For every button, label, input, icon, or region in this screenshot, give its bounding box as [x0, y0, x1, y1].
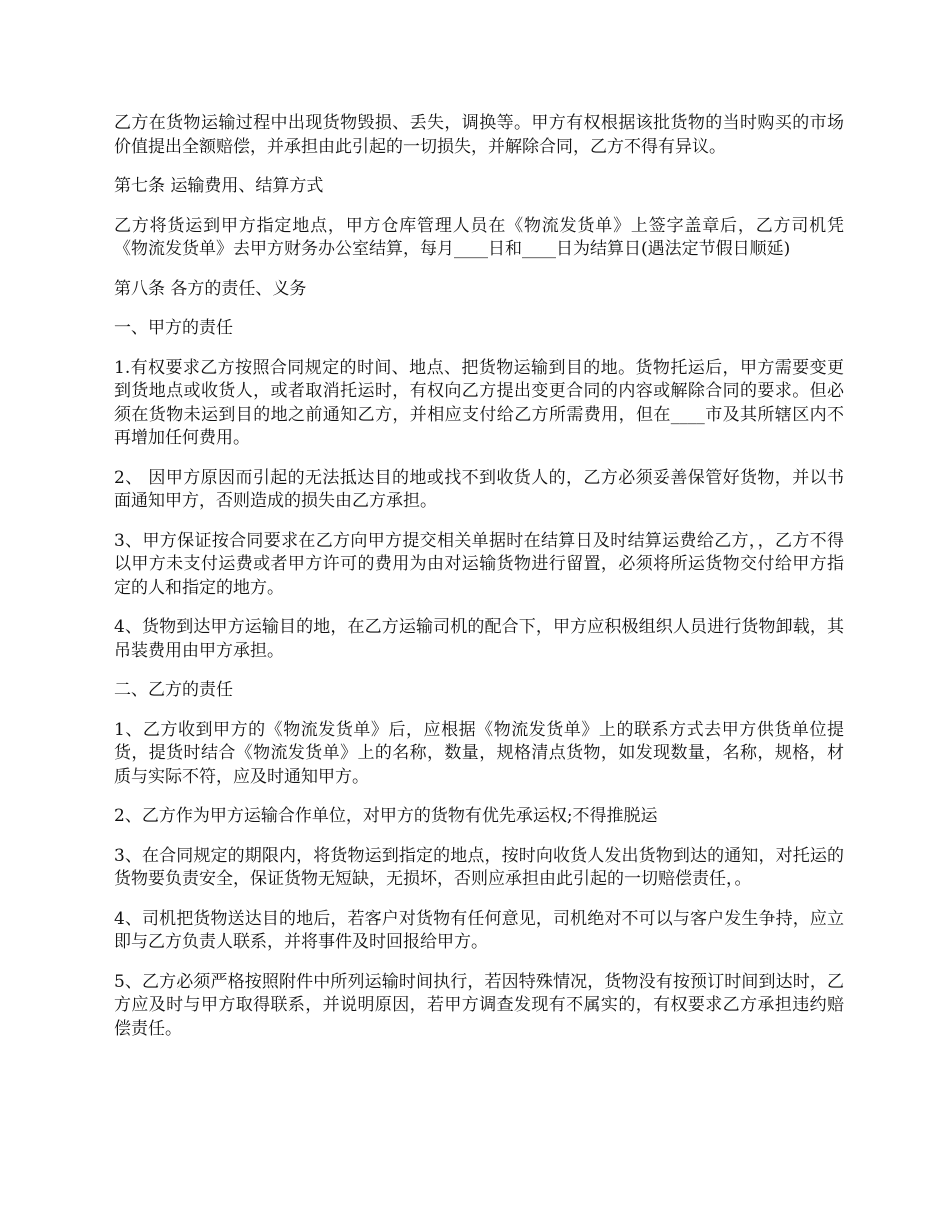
paragraph-party-b-item-5: 5、乙方必须严格按照附件中所列运输时间执行，若因特殊情况，货物没有按预订时间到达时，乙方应及时与甲方取得联系，并说明原因，若甲方调查发现有不属实的，有权要求乙方承担违约赔偿责任。	[114, 971, 844, 1039]
paragraph-party-b-item-2: 2、乙方作为甲方运输合作单位，对甲方的货物有优先承运权;不得推脱运	[114, 806, 658, 826]
paragraph-compensation-clause: 乙方在货物运输过程中出现货物毁损、丢失，调换等。甲方有权根据该批货物的当时购买的市场价值提出全额赔偿，并承担由此引起的一切损失，并解除合同，乙方不得有异议。	[114, 113, 844, 157]
paragraph-party-b-item-1: 1、乙方收到甲方的《物流发货单》后，应根据《物流发货单》上的联系方式去甲方供货单位提货，提货时结合《物流发货单》上的名称，数量，规格清点货物，如发现数量，名称，规格，材质与实际不符，应及时通知甲方。	[114, 719, 844, 787]
heading-article-7: 第七条 运输费用、结算方式	[114, 176, 324, 196]
heading-article-8: 第八条 各方的责任、义务	[114, 278, 307, 299]
paragraph-party-b-item-4: 4、司机把货物送达目的地后，若客户对货物有任何意见，司机绝对不可以与客户发生争持，应立即与乙方负责人联系，并将事件及时回报给甲方。	[114, 908, 844, 952]
paragraph-party-a-item-4: 4、货物到达甲方运输目的地，在乙方运输司机的配合下，甲方应积极组织人员进行货物卸载，其吊装费用由甲方承担。	[114, 617, 844, 661]
document-body	[114, 112, 844, 1057]
paragraph-settlement: 乙方将货运到甲方指定地点，甲方仓库管理人员在《物流发货单》上签字盖章后，乙方司机凭《物流发货单》去甲方财务办公室结算，每月____日和____日为结算日(遇法定节假日顺延)	[114, 215, 844, 259]
paragraph-party-a-item-3: 3、甲方保证按合同要求在乙方向甲方提交相关单据时在结算日及时结算运费给乙方，，乙方不得以甲方未支付运费或者甲方许可的费用为由对运输货物进行留置，必须将所运货物交付给甲方指定的人和指定的地方。	[114, 530, 844, 598]
heading-party-a-duties: 一、甲方的责任	[114, 318, 233, 338]
heading-party-b-duties: 二、乙方的责任	[114, 680, 233, 700]
paragraph-party-a-item-2: 2、 因甲方原因而引起的无法抵达目的地或找不到收货人的，乙方必须妥善保管好货物，并以书面通知甲方，否则造成的损失由乙方承担。	[114, 467, 844, 511]
paragraph-party-b-item-3: 3、在合同规定的期限内，将货物运到指定的地点，按时向收货人发出货物到达的通知，对托运的货物要负责安全，保证货物无短缺，无损坏，否则应承担由此引起的一切赔偿责任，。	[114, 845, 844, 889]
paragraph-party-a-item-1: 1.有权要求乙方按照合同规定的时间、地点、把货物运输到目的地。货物托运后，甲方需要变更到货地点或收货人，或者取消托运时，有权向乙方提出变更合同的内容或解除合同的要求。但必须在货物未运到目的地之前通知乙方，并相应支付给乙方所需费用，但在____市及其所辖区内不再增加任何费用。	[114, 357, 844, 448]
